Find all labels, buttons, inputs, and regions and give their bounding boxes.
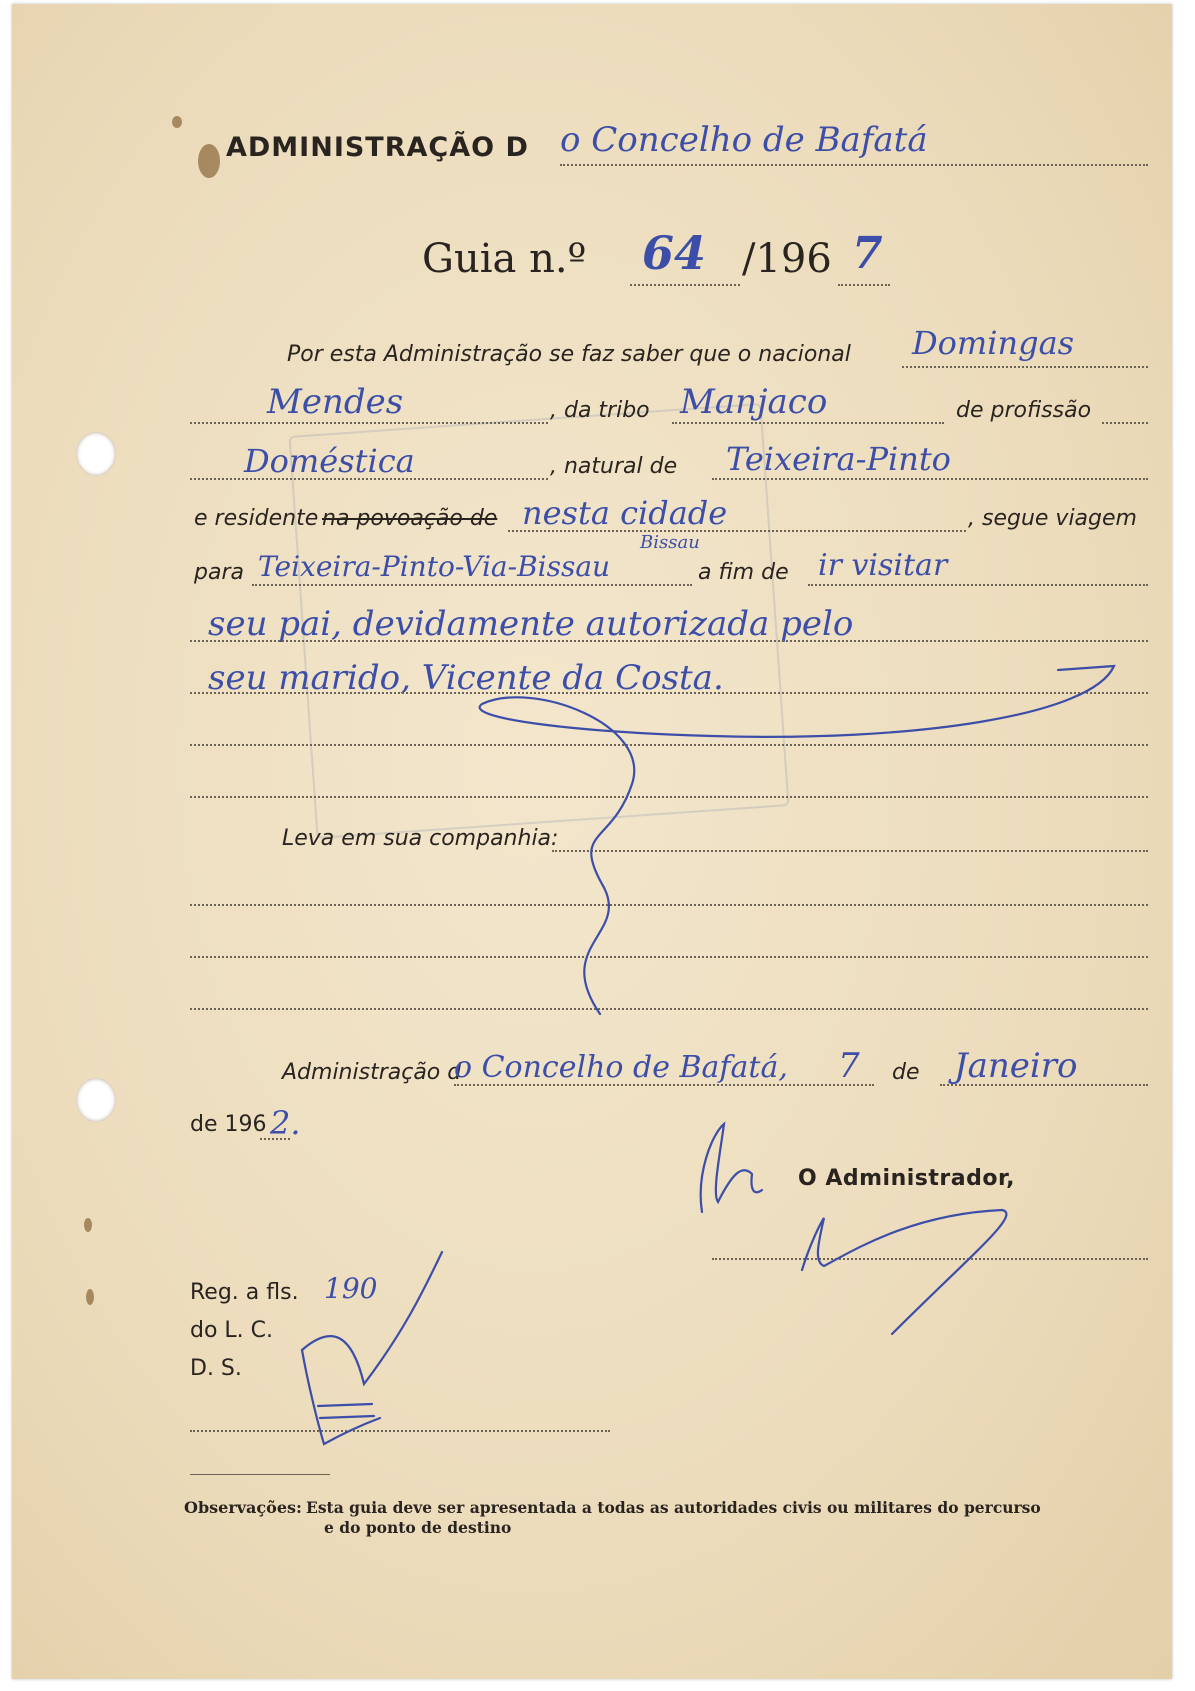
purpose-value-3: seu marido, Vicente da Costa. [208, 658, 724, 698]
rust-stain [172, 116, 182, 128]
header-admin-handwritten: o Concelho de Bafatá [560, 120, 928, 160]
signature-line [712, 1258, 1148, 1260]
date-year-label: de 196 [190, 1112, 267, 1137]
date-month-dots [940, 1084, 1148, 1086]
profession-top-dots [1102, 422, 1148, 424]
guia-number-dots [630, 284, 740, 286]
guia-year-dots [838, 284, 890, 286]
natural-dots [712, 478, 1148, 480]
pen-strokes [12, 4, 1172, 1679]
resident-struck: na povoação de [322, 506, 498, 531]
header-title [226, 132, 529, 163]
footer-divider [190, 1474, 330, 1475]
date-admin-label: Administração d [282, 1060, 462, 1085]
date-day: 7 [838, 1046, 860, 1086]
tribe-value: Manjaco [680, 382, 828, 422]
header-dotted-line [560, 164, 1148, 166]
empty-dotted-line [190, 956, 1148, 958]
document-sheet [12, 4, 1172, 1679]
registry-dotted-line [190, 1430, 610, 1432]
purpose-dots-1 [808, 584, 1148, 586]
purpose-dots-2 [190, 640, 1148, 642]
guia-number: 64 [642, 226, 707, 280]
purpose-label: a fim de [698, 560, 789, 585]
punch-hole [76, 432, 116, 476]
date-year-dots [260, 1138, 290, 1140]
empty-dotted-line [190, 904, 1148, 906]
companhia-dots [552, 850, 1148, 852]
name-first: Domingas [912, 324, 1075, 362]
ds-label: D. S. [190, 1356, 242, 1381]
name-first-dots [902, 366, 1148, 368]
date-admin-dots [454, 1084, 874, 1086]
obs-label: Observações: [184, 1498, 302, 1517]
purpose-value-2: seu pai, devidamente autorizada pelo [208, 604, 854, 644]
guia-label: Guia n.º [422, 236, 587, 282]
destination-value: Teixeira-Pinto-Via-Bissau [258, 550, 611, 583]
rust-stain [86, 1289, 94, 1305]
purpose-value-1: ir visitar [818, 548, 948, 583]
rust-stain [198, 144, 220, 178]
guia-year-prefix: /196 [742, 236, 832, 282]
para-label: para [194, 560, 244, 585]
intro-text: Por esta Administração se faz saber que o nacional [287, 342, 851, 367]
empty-dotted-line [190, 1008, 1148, 1010]
companhia-label: Leva em sua companhia: [282, 826, 559, 851]
reg-label: Reg. a fls. [190, 1280, 299, 1305]
profession-value: Doméstica [244, 442, 415, 480]
obs-line-2: e do ponto de destino [324, 1518, 512, 1537]
name-last: Mendes [267, 382, 404, 422]
punch-hole [76, 1078, 116, 1122]
administrator-signature-stroke [701, 1124, 762, 1212]
date-month: Janeiro [954, 1046, 1078, 1086]
registry-initials-stroke [318, 1404, 374, 1418]
header-admin-label: ADMINISTRAÇÃO D [226, 132, 529, 163]
lc-label: do L. C. [190, 1318, 274, 1343]
profession-dots [190, 478, 548, 480]
resident-label: e residente [194, 506, 319, 531]
empty-dotted-line [190, 796, 1148, 798]
purpose-dots-3 [190, 692, 1148, 694]
tribe-label: , da tribo [550, 398, 650, 423]
destination-dots [252, 584, 692, 586]
administrator-signature-stroke [802, 1210, 1006, 1334]
tribe-dots [672, 422, 944, 424]
rust-stain [84, 1218, 92, 1232]
guia-year-digit: 7 [852, 228, 883, 279]
destination-superscript: Bissau [640, 532, 700, 553]
date-de-label: de [892, 1060, 920, 1085]
name-last-dots [190, 422, 548, 424]
date-year-digit: 2. [270, 1104, 301, 1142]
reg-value: 190 [324, 1272, 378, 1305]
resident-dots [508, 530, 966, 532]
empty-dotted-line [190, 744, 1148, 746]
travel-label: , segue viagem [968, 506, 1137, 531]
date-admin-handwritten: o Concelho de Bafatá, [454, 1050, 788, 1085]
natural-value: Teixeira-Pinto [726, 440, 951, 478]
administrador-title: O Administrador, [798, 1166, 1015, 1191]
resident-value: nesta cidade [522, 494, 728, 532]
natural-label: , natural de [550, 454, 678, 479]
obs-line-1: Esta guia deve ser apresentada a todas as autoridades civis ou militares do percurso [306, 1498, 1041, 1517]
profession-label: de profissão [956, 398, 1092, 423]
